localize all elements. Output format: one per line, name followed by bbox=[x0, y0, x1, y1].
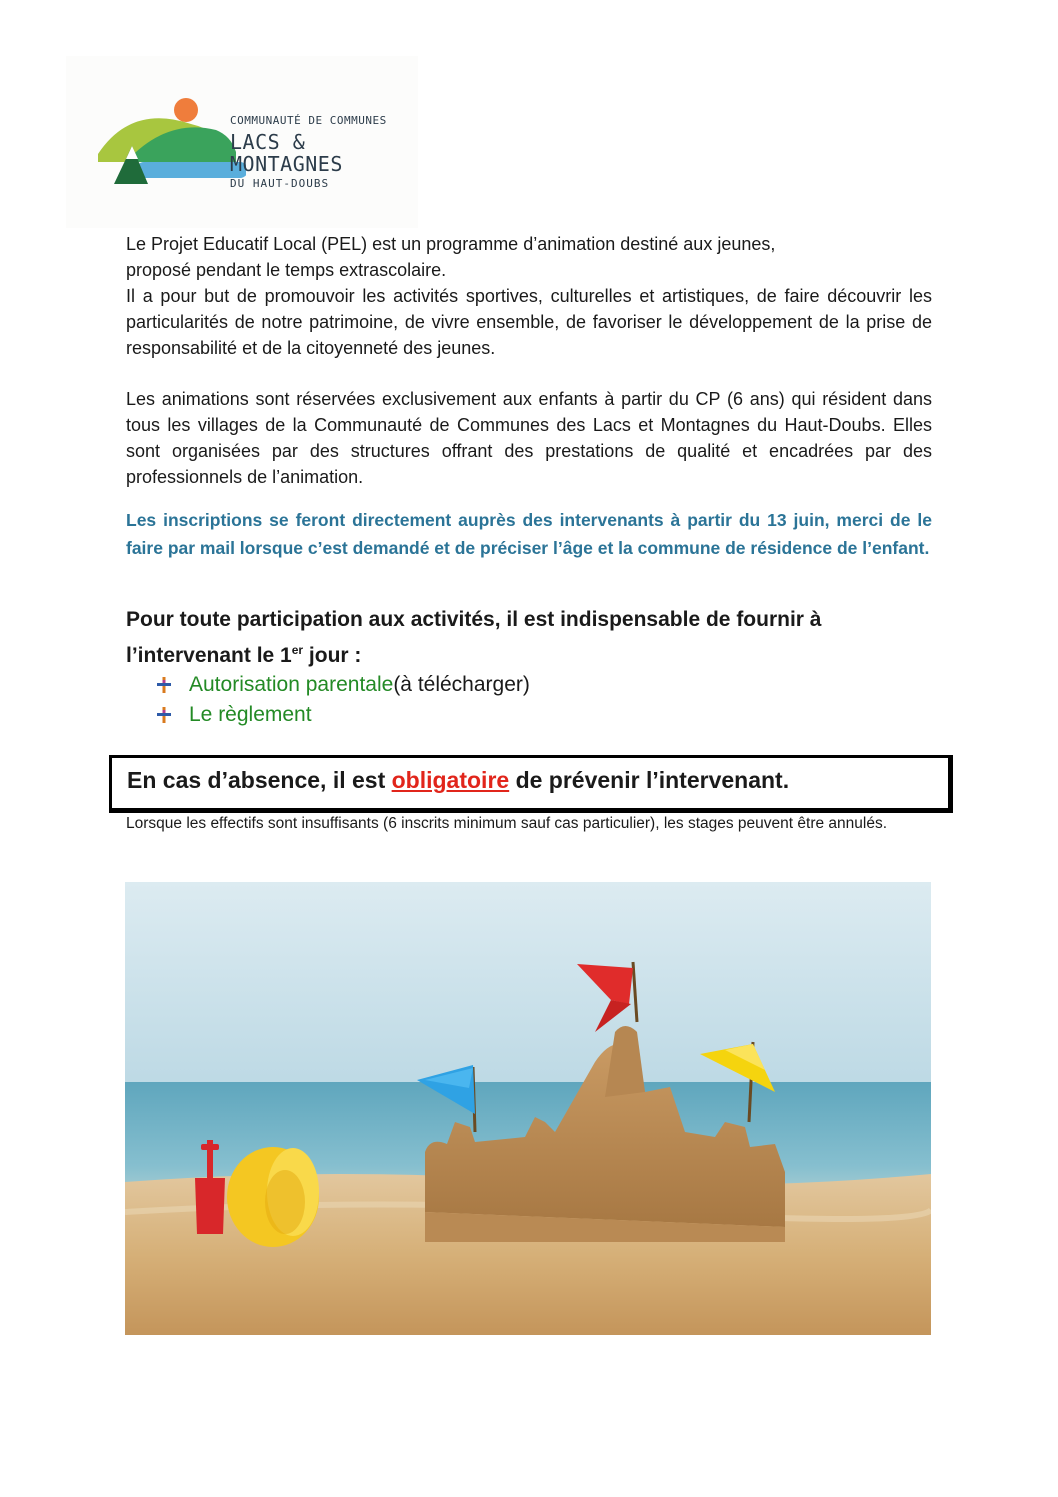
bullet-icon bbox=[157, 677, 171, 693]
autorisation-suffix: (à télécharger) bbox=[393, 673, 530, 696]
logo-text bbox=[230, 114, 387, 190]
logo-line-1: COMMUNAUTÉ DE COMMUNES bbox=[230, 114, 387, 127]
sandcastle-beach-image bbox=[125, 882, 931, 1335]
logo-line-3: MONTAGNES bbox=[230, 152, 343, 176]
warning-box bbox=[109, 755, 953, 813]
list-item bbox=[157, 700, 530, 730]
intro-body: Il a pour but de promouvoir les activités sportives, culturelles et artistiques, de faire découvrir les particularités de notre patrimoine, de vivre ensemble, de favoriser le développement de la prise de responsabilité et de la citoyenneté des jeunes. bbox=[126, 286, 932, 358]
requirement-line-2: l’intervenant le 1er jour : bbox=[126, 643, 362, 667]
intro-paragraph-1 bbox=[126, 231, 932, 361]
warning-emphasis: obligatoire bbox=[391, 767, 510, 793]
logo-mark-icon bbox=[96, 96, 246, 196]
intro-line-1: Le Projet Educatif Local (PEL) est un programme d’animation destiné aux jeunes, bbox=[126, 234, 776, 254]
warning-text: En cas d’absence, il est obligatoire de prévenir l’intervenant. bbox=[127, 767, 790, 793]
inscriptions-notice bbox=[126, 506, 932, 562]
logo-line-4: DU HAUT-DOUBS bbox=[230, 177, 330, 190]
bullet-icon bbox=[157, 707, 171, 723]
requirement-heading bbox=[126, 605, 932, 671]
sandcastle-photo bbox=[125, 882, 931, 1335]
list-item bbox=[157, 670, 530, 700]
document-list bbox=[157, 670, 530, 730]
inscriptions-text: Les inscriptions se feront directement auprès des intervenants à partir du 13 juin, merci de le faire par mail lorsque c’est demandé et de préciser l’âge et la commune de résidence de l’enfant. bbox=[126, 510, 932, 558]
logo-line-2: LACS & bbox=[230, 130, 306, 154]
reglement-link[interactable]: Le règlement bbox=[189, 703, 312, 726]
eligibility-text: Les animations sont réservées exclusivement aux enfants à partir du CP (6 ans) qui résident dans tous les villages de la Communauté de Communes des Lacs et Montagnes du Haut-Doubs. Elles sont organisées par des structures offrant des prestations de qualité et encadrées par des professionnels de l’animation. bbox=[126, 389, 932, 487]
intro-paragraph-2 bbox=[126, 386, 932, 490]
logo bbox=[66, 56, 418, 228]
cancellation-note: Lorsque les effectifs sont insuffisants (6 inscrits minimum sauf cas particulier), les stages peuvent être annulés. bbox=[126, 815, 888, 832]
autorisation-link[interactable]: Autorisation parentale bbox=[189, 673, 394, 696]
intro-line-2: proposé pendant le temps extrascolaire. bbox=[126, 260, 447, 280]
requirement-line-1: Pour toute participation aux activités, il est indispensable de fournir à bbox=[126, 608, 822, 631]
